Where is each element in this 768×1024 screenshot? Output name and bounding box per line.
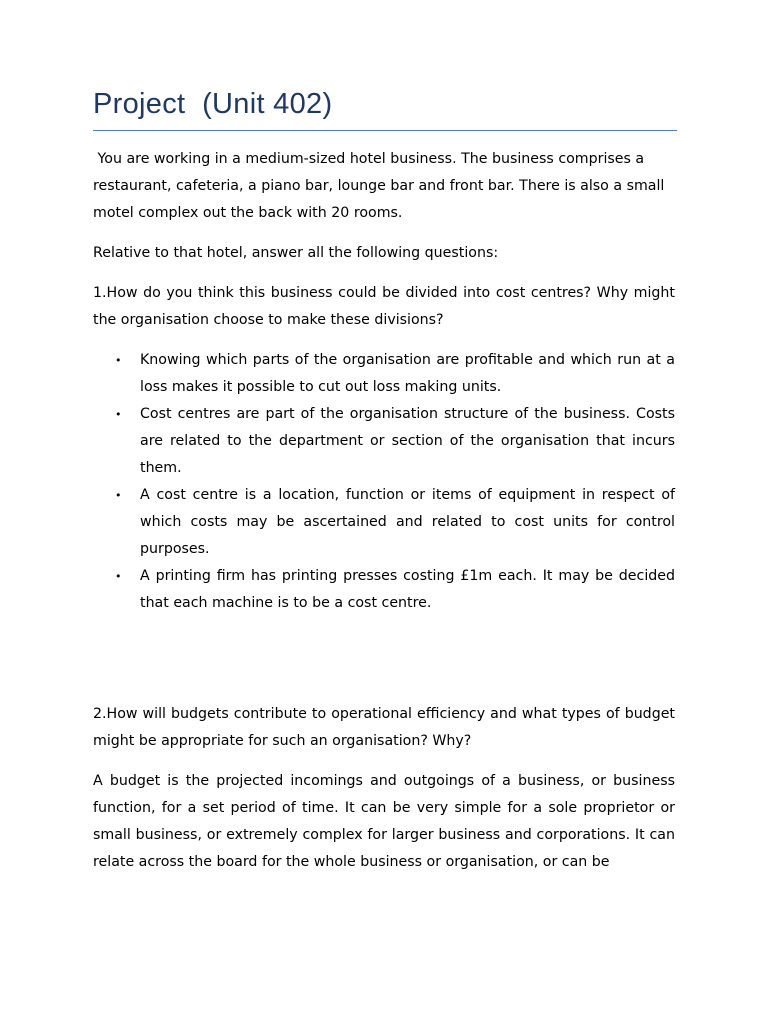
document-body [93,146,675,889]
list-item [93,347,675,401]
intro-paragraph: You are working in a medium-sized hotel business. The business comprises a restaurant, cafeteria, a piano bar, lounge bar and front bar. There is also a small motel complex out the back with 20 rooms. [93,151,669,221]
question-2: 2.How will budgets contribute to operational efficiency and what types of budget might be appropriate for such an organisation? Why? [93,706,675,749]
list-item-text: Knowing which parts of the organisation are profitable and which run at a loss makes it possible to cut out loss making units. [140,352,675,395]
bullet-icon: • [115,489,122,502]
list-item-text: A printing firm has printing presses costing £1m each. It may be decided that each machine is to be a cost centre. [140,568,675,611]
question-1: 1.How do you think this business could be divided into cost centres? Why might the organisation choose to make these divisions? [93,285,675,328]
list-item [93,563,675,617]
answer-1-list [93,347,675,617]
page-title: Project (Unit 402) [93,88,333,120]
answer-2-paragraph: A budget is the projected incomings and outgoings of a business, or business function, for a set period of time. It can be very simple for a sole proprietor or small business, or extremely complex for larger business and corporations. It can relate across the board for the whole business or organisation, or can be [93,773,675,870]
bullet-icon: • [115,408,122,421]
instruction-paragraph: Relative to that hotel, answer all the following questions: [93,245,499,261]
list-item-text: Cost centres are part of the organisation structure of the business. Costs are related to the department or section of the organisation that incurs them. [140,406,675,476]
list-item-text: A cost centre is a location, function or items of equipment in respect of which costs may be ascertained and related to cost units for control purposes. [140,487,675,557]
bullet-icon: • [115,570,122,583]
title-underline [93,130,677,131]
list-item [93,482,675,563]
list-item [93,401,675,482]
bullet-icon: • [115,354,122,367]
blank-space [93,617,675,701]
